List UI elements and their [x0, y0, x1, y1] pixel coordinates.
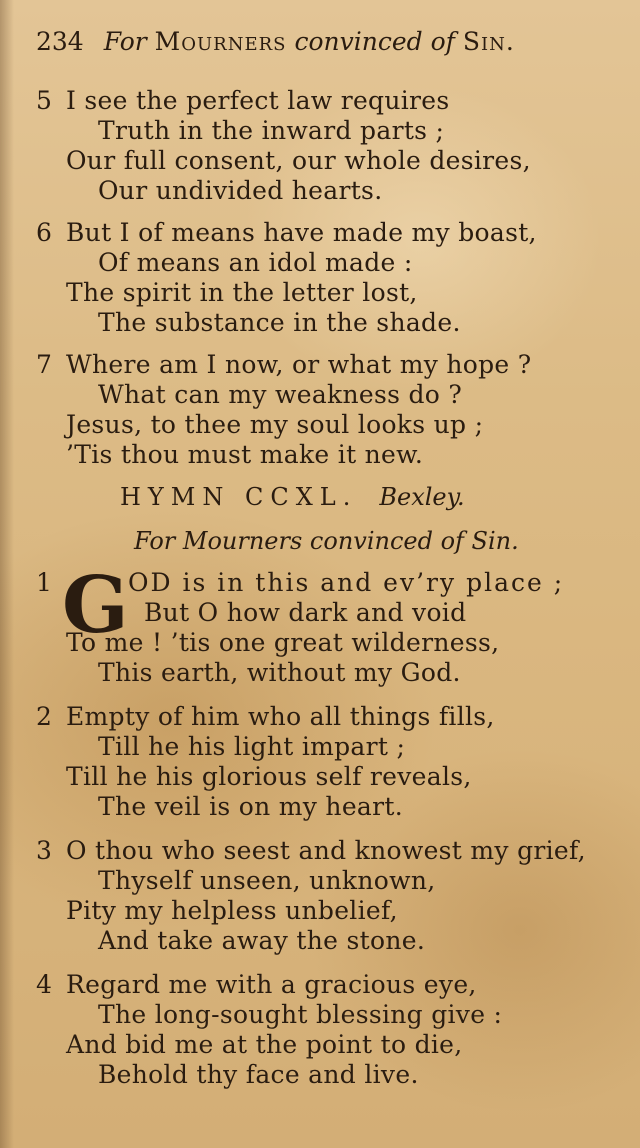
hymn-subtitle: For Mourners convinced of Sin. [134, 527, 519, 555]
verse-line: Our undivided hearts. [98, 176, 383, 205]
verse-line: I see the perfect law requires [66, 86, 450, 115]
verse-line: The substance in the shade. [98, 308, 461, 337]
verse-line: Jesus, to thee my soul looks up ; [66, 410, 484, 439]
verse-line: But O how dark and void [144, 598, 467, 627]
verse-line: Regard me with a gracious eye, [66, 970, 477, 999]
verse-line: Of means an idol made : [98, 248, 413, 277]
verse-line: And take away the stone. [98, 926, 426, 955]
verse-line: ’Tis thou must make it new. [66, 440, 424, 469]
verse-line: Till he his glorious self reveals, [66, 762, 472, 791]
drop-cap: G [62, 560, 129, 651]
verse-line: The long-sought blessing give : [98, 1000, 503, 1029]
verse-number: 6 [36, 218, 52, 247]
verse-line: O thou who seest and knowest my grief, [66, 836, 586, 865]
verse-number: 1 [36, 568, 52, 597]
verse-line: What can my weakness do ? [98, 380, 463, 409]
verse-line: And bid me at the point to die, [66, 1030, 463, 1059]
header-word-convinced: convinced of [294, 27, 455, 56]
running-header [36, 26, 620, 58]
verse-number: 5 [36, 86, 52, 115]
verse-line: This earth, without my God. [98, 658, 461, 687]
verse-line: Our full consent, our whole desires, [66, 146, 531, 175]
verse-line: Truth in the inward parts ; [98, 116, 445, 145]
verse-number: 7 [36, 350, 52, 379]
verse-line: To me ! ’tis one great wilderness, [66, 628, 500, 657]
verse-line: The spirit in the letter lost, [66, 278, 418, 307]
verse-line: OD is in this and ev’ry place ; [128, 568, 565, 597]
verse-number: 2 [36, 702, 52, 731]
verse-line: Pity my helpless unbelief, [66, 896, 398, 925]
verse-number: 3 [36, 836, 52, 865]
verse-line: Thyself unseen, unknown, [98, 866, 436, 895]
page-number: 234 [36, 27, 84, 56]
verse-line: But I of means have made my boast, [66, 218, 537, 247]
tune-name: Bexley. [379, 483, 465, 511]
verse-line: Where am I now, or what my hope ? [66, 350, 532, 379]
verse-number: 4 [36, 970, 52, 999]
verse-line: The veil is on my heart. [98, 792, 403, 821]
verse-line: Till he his light impart ; [98, 732, 406, 761]
hymn-number: HYMN CCXL. [120, 483, 358, 511]
header-word-mourners: Mourners [154, 27, 287, 56]
verse-line: Behold thy face and live. [98, 1060, 419, 1089]
hymn-title [120, 482, 465, 512]
header-word-sin: Sin. [462, 27, 515, 56]
verse-line: Empty of him who all things fills, [66, 702, 495, 731]
header-word-for: For [103, 27, 147, 56]
